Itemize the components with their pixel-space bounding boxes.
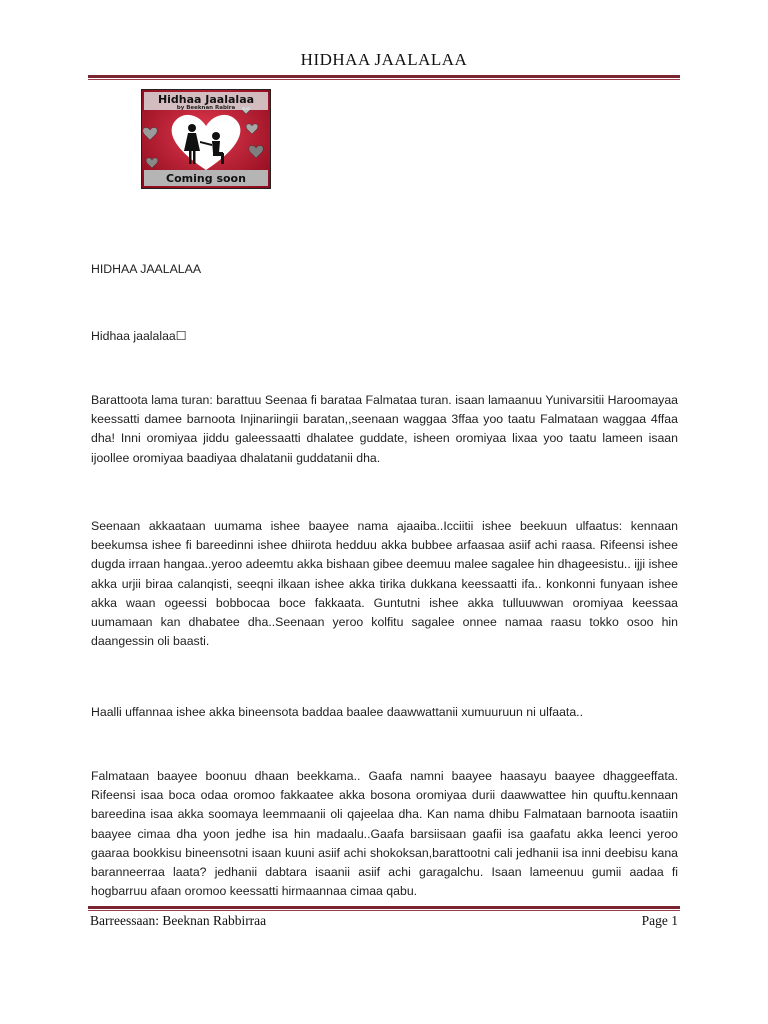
cover-banner: Coming soon	[166, 172, 246, 185]
paragraph: Haalli uffannaa ishee akka bineensota baddaa baalee daawwattanii xumuuruun ni ulfaata..	[91, 705, 584, 719]
cover-title: Hidhaa Jaalalaa	[157, 93, 255, 106]
paragraph: Falmataan baayee boonuu dhaan beekkama.. Gaafa namni baayee haasayu baayee dhaggeeffata. Rifeensi isaa boca odaa oromoo fakkaatee akka bosona oromiyaa durii daawwattee hin quuftu.kennaan bareedina isaa akka soomaya leemmaanii oli qajeelaa dha. Kan nama dhibu Falmataan barnoota isaatiin baayee cimaa dha yoon jedhe isa hin madaalu..Gaafa barsiisaan gaafii isa gaafatu akka leenci yeroo gaaraa bookkisu bineensotni isaan kuuni asiif achi shokoksan,barattootni cali jedhanii isa inni deebisu kana baranneerraa laata? jedhanii dabtara isaanii asiif achi garagalchu. Isaan lameenuu gumii aadaa fi hogbarruu afaan oromoo keessatti hirmaannaa cimaa qabu.	[91, 769, 678, 899]
footer-author: Barreessaan: Beeknan Rabbirraa	[90, 913, 267, 928]
content-subheading: Hidhaa jaalalaa☐	[91, 329, 187, 343]
cover-byline: by Beeknan Rabira	[176, 105, 236, 111]
cover-image	[141, 89, 271, 189]
content-heading: HIDHAA JAALALAA	[91, 262, 202, 276]
page-header-title: HIDHAA JAALALAA	[300, 50, 468, 69]
paragraph: Barattoota lama turan: barattuu Seenaa fi barataa Falmataa turan. isaan lamaanuu Yunivarsitii Haroomayaa keessatti damee barnoota Injinariingii baratan,,seenaan waggaa 3ffaa yoo taatu Falmataan waggaa 4ffaa dha! Inni oromiyaa jiddu galeessaatti dhalatee guddate, isheen oromiyaa lixaa yoo taatu lameen isaan ijoollee oromiyaa baadiyaa dhalatanii guddatanii dha.	[91, 393, 678, 465]
paragraph: Seenaan akkaataan uumama ishee baayee nama ajaaiba..Icciitii ishee beekuun ulfaatus: kennaan beekumsa ishee fi bareedinni ishee dhiirota hedduu akka bubbee arfaasaa asiif achi raasa. Rifeensi ishee dugda irraan hangaa..yeroo adeemtu akka bishaan gibee deemuu malee sagalee hin dhageesistu.. ijji ishee akka urjii biraa calanqisti, seeqni ilkaan ishee akka tirika dukkana keessaatti ifa.. konkonni funyaan ishee akka waan ogeessi bobbocaa boce fakkaata. Guntutni ishee akka tulluuwwan oromiyaa keessaa uumamaan kan dhabatee dha..Seenaan yeroo kolfitu sagalee onnee namaa raasu tokko osoo hin daangessin oli baasti.	[91, 519, 678, 649]
page-number: Page 1	[641, 913, 678, 928]
footer-divider	[88, 906, 680, 912]
cover-illustration	[142, 90, 270, 188]
header-divider	[88, 75, 680, 81]
